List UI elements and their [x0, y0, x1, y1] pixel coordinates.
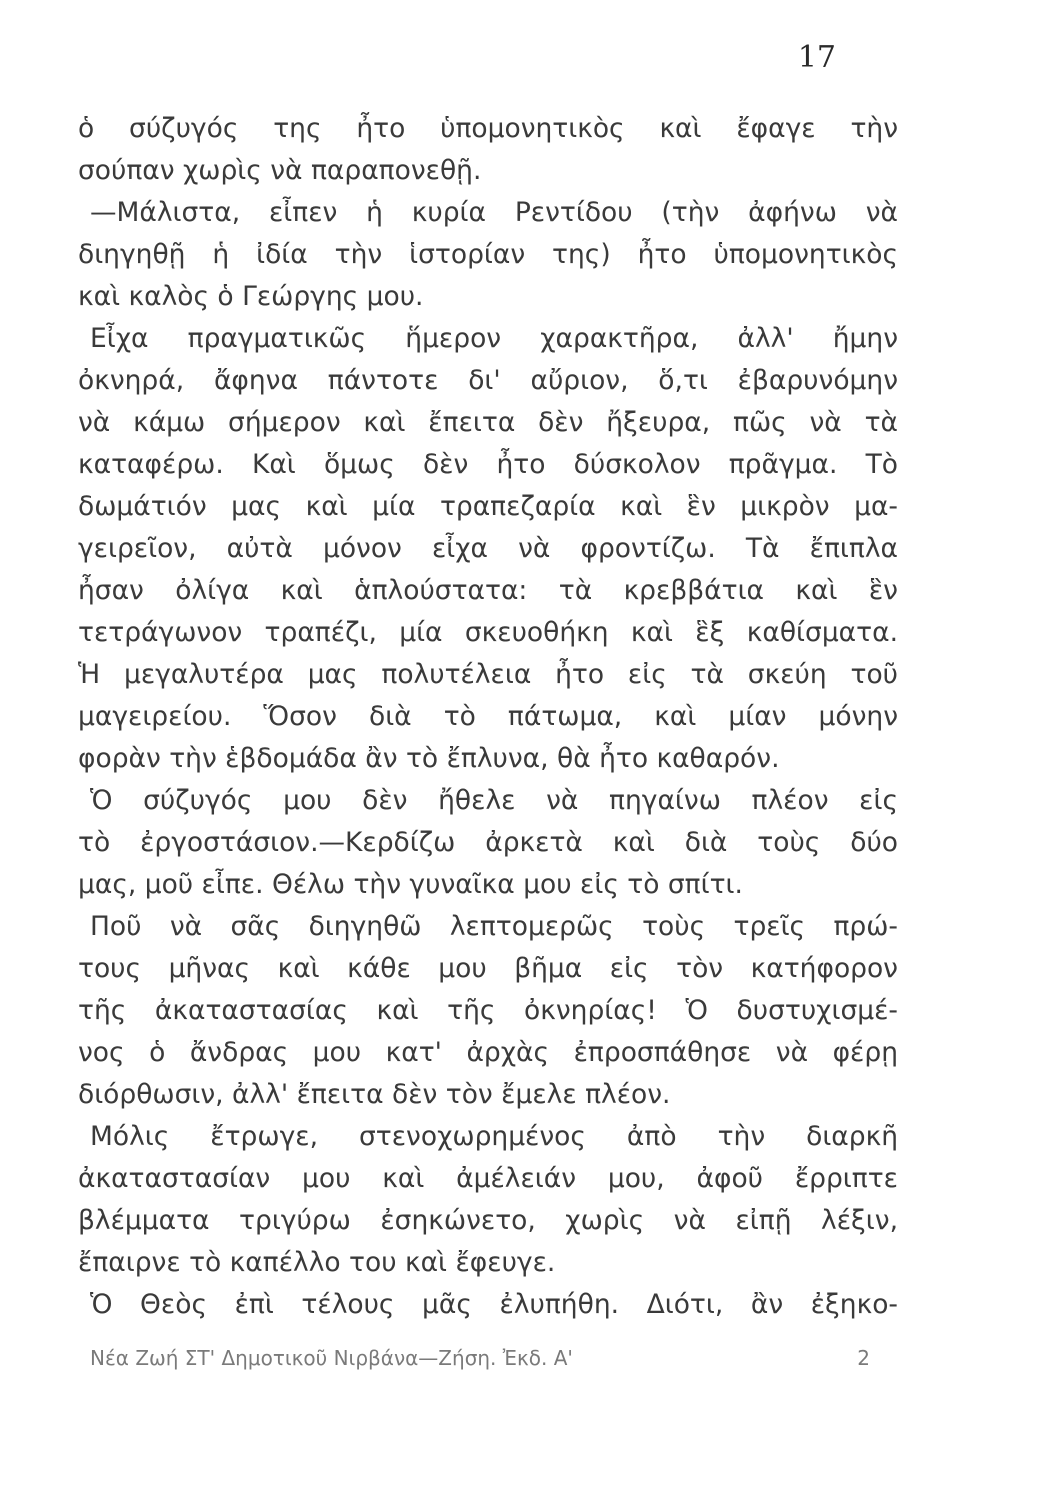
text-line: σούπαν χωρὶς νὰ παραπονεθῇ. [78, 155, 482, 186]
signature-number: 2 [857, 1346, 870, 1370]
footer-signature: Νέα Ζωή ΣΤ' Δημοτικοῦ Νιρβάνα—Ζήση. Ἐκδ. Α' [90, 1346, 573, 1370]
text-line: διηγηθῇ ἡ ἰδία τὴν ἱστορίαν της) ἦτο ὑπομονητικὸς [78, 239, 898, 270]
text-line: ὁ σύζυγός της ἦτο ὑπομονητικὸς καὶ ἔφαγε τὴν [78, 113, 898, 144]
text-line: Μόλις ἔτρωγε, στενοχωρημένος ἀπὸ τὴν διαρκῆ [90, 1121, 898, 1152]
text-line: τετράγωνον τραπέζι, μία σκευοθήκη καὶ ἓξ καθίσματα. [78, 617, 898, 648]
page-footer [90, 1346, 870, 1370]
text-line: μας, μοῦ εἶπε. Θέλω τὴν γυναῖκα μου εἰς τὸ σπίτι. [78, 869, 743, 900]
text-line: βλέμματα τριγύρω ἐσηκώνετο, χωρὶς νὰ εἰπῇ λέξιν, [78, 1205, 898, 1236]
text-line: ἦσαν ὀλίγα καὶ ἁπλούστατα: τὰ κρεββάτια καὶ ἓν [78, 575, 898, 606]
text-line: τῆς ἀκαταστασίας καὶ τῆς ὀκνηρίας! Ὁ δυστυχισμέ- [78, 995, 898, 1026]
body-text [78, 108, 898, 1326]
text-line: ἔπαιρνε τὸ καπέλλο του καὶ ἔφευγε. [78, 1247, 556, 1278]
text-line: γειρεῖον, αὐτὰ μόνον εἶχα νὰ φροντίζω. Τὰ ἔπιπλα [78, 533, 898, 564]
text-line: Ὁ σύζυγός μου δὲν ἤθελε νὰ πηγαίνω πλέον εἰς [90, 785, 898, 816]
text-line: φορὰν τὴν ἑβδομάδα ἂν τὸ ἔπλυνα, θὰ ἦτο καθαρόν. [78, 743, 780, 774]
text-line: —Μάλιστα, εἶπεν ἡ κυρία Ρεντίδου (τὴν ἀφήνω νὰ [90, 197, 898, 228]
text-line: δωμάτιόν μας καὶ μία τραπεζαρία καὶ ἓν μικρὸν μα- [78, 491, 898, 522]
text-line: ἀκαταστασίαν μου καὶ ἀμέλειάν μου, ἀφοῦ ἔρριπτε [78, 1163, 898, 1194]
text-line: Εἶχα πραγματικῶς ἥμερον χαρακτῆρα, ἀλλ' ἤμην [90, 323, 898, 354]
text-line: καὶ καλὸς ὁ Γεώργης μου. [78, 281, 424, 312]
text-line: τὸ ἐργοστάσιον.—Κερδίζω ἀρκετὰ καὶ διὰ τοὺς δύο [78, 827, 898, 858]
text-line: Ἡ μεγαλυτέρα μας πολυτέλεια ἦτο εἰς τὰ σκεύη τοῦ [78, 659, 898, 690]
text-line: τους μῆνας καὶ κάθε μου βῆμα εἰς τὸν κατήφορον [78, 953, 898, 984]
text-line: Ποῦ νὰ σᾶς διηγηθῶ λεπτομερῶς τοὺς τρεῖς πρώ- [90, 911, 898, 942]
text-line: διόρθωσιν, ἀλλ' ἔπειτα δὲν τὸν ἔμελε πλέον. [78, 1079, 671, 1110]
text-line: νος ὁ ἄνδρας μου κατ' ἀρχὰς ἐπροσπάθησε νὰ φέρῃ [78, 1037, 898, 1068]
text-line: καταφέρω. Καὶ ὅμως δὲν ἦτο δύσκολον πρᾶγμα. Τὸ [78, 449, 898, 480]
page-number: 17 [797, 40, 836, 75]
text-line: μαγειρείου. Ὅσον διὰ τὸ πάτωμα, καὶ μίαν μόνην [78, 701, 898, 732]
text-line: Ὁ Θεὸς ἐπὶ τέλους μᾶς ἐλυπήθη. Διότι, ἂν ἐξηκο- [90, 1289, 898, 1320]
text-line: ὀκνηρά, ἄφηνα πάντοτε δι' αὔριον, ὅ,τι ἐβαρυνόμην [78, 365, 898, 396]
text-line: νὰ κάμω σήμερον καὶ ἔπειτα δὲν ἤξευρα, πῶς νὰ τὰ [78, 407, 898, 438]
